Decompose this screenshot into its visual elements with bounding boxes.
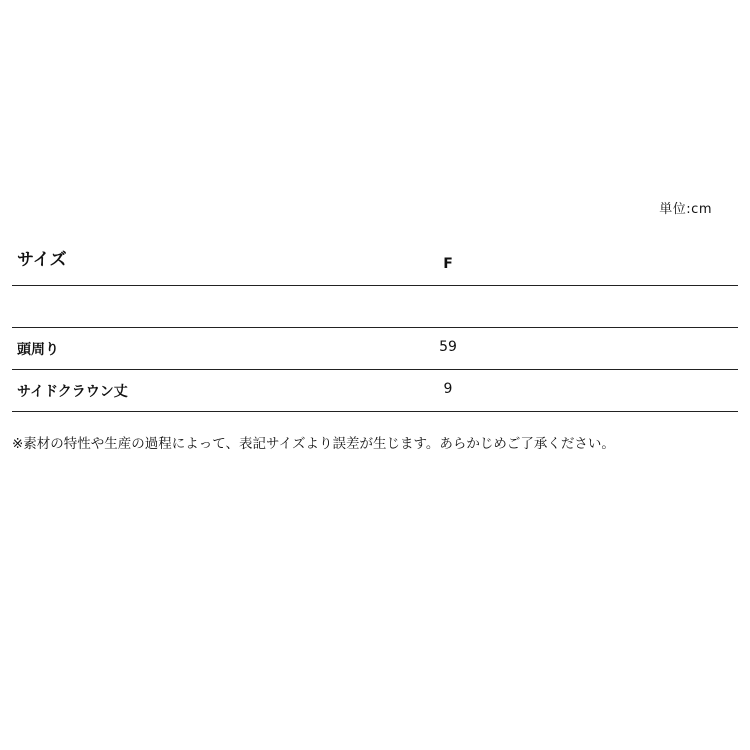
table-rule: [12, 369, 738, 370]
size-column-header: F: [443, 256, 453, 272]
row-value-side-crown-length: 9: [443, 381, 453, 397]
row-label-side-crown-length: サイドクラウン丈: [17, 384, 128, 400]
row-value-head-circumference: 59: [439, 339, 457, 355]
unit-label: 単位:cm: [659, 202, 712, 217]
size-header-label: サイズ: [17, 250, 67, 270]
row-label-head-circumference: 頭周り: [17, 342, 59, 358]
table-rule: [12, 327, 738, 328]
disclaimer-note: ※素材の特性や生産の過程によって、表記サイズより誤差が生じます。あらかじめご了承ください。: [12, 436, 615, 452]
table-rule: [12, 285, 738, 286]
table-rule: [12, 411, 738, 412]
